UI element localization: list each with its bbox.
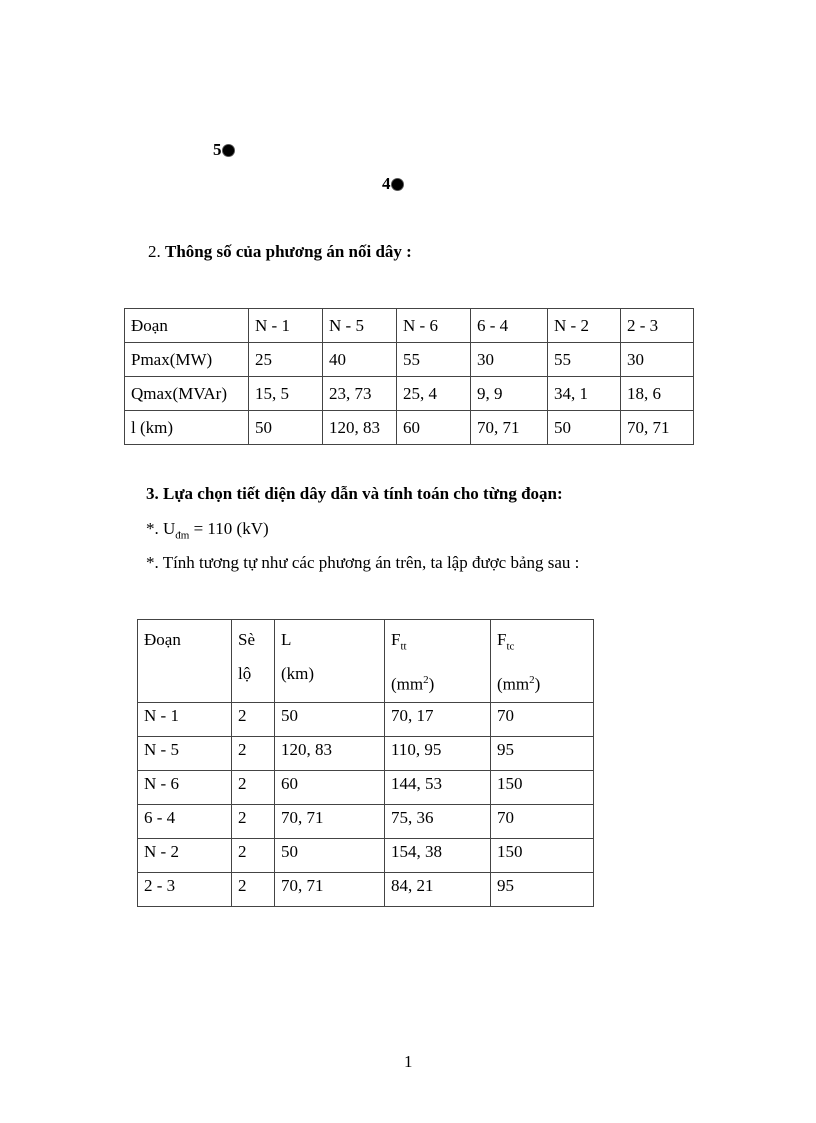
table-cell: 2: [232, 771, 275, 805]
table-row: [138, 703, 594, 737]
segment-cell: 2 - 3: [138, 873, 232, 907]
header-length: L (km): [275, 620, 385, 703]
table-row: [138, 805, 594, 839]
node-4-number: 4: [382, 174, 391, 193]
table-cell: N - 5: [323, 309, 397, 343]
table-cell: 6 - 4: [471, 309, 548, 343]
row-label-cell: Qmax(MVAr): [125, 377, 249, 411]
parameters-table: [124, 308, 694, 445]
row-label-cell: Đoạn: [125, 309, 249, 343]
header-ftc: $F_{tc}$ $(mm^2)$: [491, 620, 594, 703]
table-cell: 95: [491, 873, 594, 907]
table-header-row: [138, 620, 594, 703]
table-cell: 120, 83: [275, 737, 385, 771]
table-cell: 70, 71: [275, 873, 385, 907]
table-row: [138, 873, 594, 907]
table-row: [125, 411, 694, 445]
row-label-cell: l (km): [125, 411, 249, 445]
table-cell: 70, 17: [385, 703, 491, 737]
voltage-value: = 110 (kV): [189, 519, 269, 538]
table-cell: 55: [548, 343, 621, 377]
node-5-dot-icon: [223, 145, 234, 156]
section-3-note: *. Tính tương tự như các phương án trên, ta lập được bảng sau :: [146, 553, 580, 572]
section-2-number: 2.: [148, 242, 161, 261]
table-cell: 120, 83: [323, 411, 397, 445]
table-cell: 2: [232, 805, 275, 839]
segment-cell: N - 5: [138, 737, 232, 771]
table-cell: 30: [471, 343, 548, 377]
table-cell: 55: [397, 343, 471, 377]
header-so-lo: Sè lộ: [232, 620, 275, 703]
table-row: [138, 737, 594, 771]
rated-voltage-line: [146, 519, 269, 541]
table-cell: N - 1: [249, 309, 323, 343]
table-row: [125, 343, 694, 377]
header-doan: Đoạn: [138, 620, 232, 703]
node-4-dot-icon: [392, 179, 403, 190]
table-cell: 50: [275, 703, 385, 737]
table-cell: 25: [249, 343, 323, 377]
table-cell: 15, 5: [249, 377, 323, 411]
table-cell: 2: [232, 839, 275, 873]
table-cell: 2: [232, 873, 275, 907]
table-cell: 144, 53: [385, 771, 491, 805]
node-4-label: [382, 174, 403, 194]
table-cell: 70, 71: [275, 805, 385, 839]
table-cell: 70: [491, 805, 594, 839]
table-cell: 2: [232, 737, 275, 771]
voltage-prefix: *. U: [146, 519, 176, 538]
page-number: 1: [404, 1052, 413, 1071]
section-3-title: 3. Lựa chọn tiết diện dây dẫn và tính toán cho từng đoạn:: [146, 484, 563, 503]
node-5-label: [213, 140, 234, 160]
table-row: [125, 309, 694, 343]
section-2-heading: [148, 242, 412, 262]
table-row: [125, 377, 694, 411]
table-cell: N - 2: [548, 309, 621, 343]
table-cell: 154, 38: [385, 839, 491, 873]
table-cell: 2: [232, 703, 275, 737]
segment-cell: N - 2: [138, 839, 232, 873]
segment-cell: 6 - 4: [138, 805, 232, 839]
section-2-title: Thông số của phương án nối dây :: [165, 242, 412, 261]
conductor-selection-table: [137, 619, 594, 907]
table-cell: 50: [249, 411, 323, 445]
row-label-cell: Pmax(MW): [125, 343, 249, 377]
table-cell: 25, 4: [397, 377, 471, 411]
table-cell: 23, 73: [323, 377, 397, 411]
header-ftt: $F_{tt}$ $(mm^2)$: [385, 620, 491, 703]
table-cell: 9, 9: [471, 377, 548, 411]
table-row: [138, 771, 594, 805]
table-cell: 40: [323, 343, 397, 377]
table-cell: 18, 6: [621, 377, 694, 411]
table-cell: 60: [397, 411, 471, 445]
segment-cell: N - 1: [138, 703, 232, 737]
table-cell: 84, 21: [385, 873, 491, 907]
table-cell: N - 6: [397, 309, 471, 343]
table-cell: 95: [491, 737, 594, 771]
table-cell: 75, 36: [385, 805, 491, 839]
table-cell: 150: [491, 771, 594, 805]
table-cell: 50: [548, 411, 621, 445]
segment-cell: N - 6: [138, 771, 232, 805]
table-cell: 70, 71: [621, 411, 694, 445]
table-cell: 110, 95: [385, 737, 491, 771]
voltage-subscript: đm: [175, 529, 190, 542]
table-cell: 34, 1: [548, 377, 621, 411]
table-cell: 2 - 3: [621, 309, 694, 343]
table-cell: 50: [275, 839, 385, 873]
table-cell: 70: [491, 703, 594, 737]
table-cell: 30: [621, 343, 694, 377]
table-row: [138, 839, 594, 873]
node-5-number: 5: [213, 140, 222, 159]
table-cell: 150: [491, 839, 594, 873]
table-cell: 70, 71: [471, 411, 548, 445]
table-cell: 60: [275, 771, 385, 805]
